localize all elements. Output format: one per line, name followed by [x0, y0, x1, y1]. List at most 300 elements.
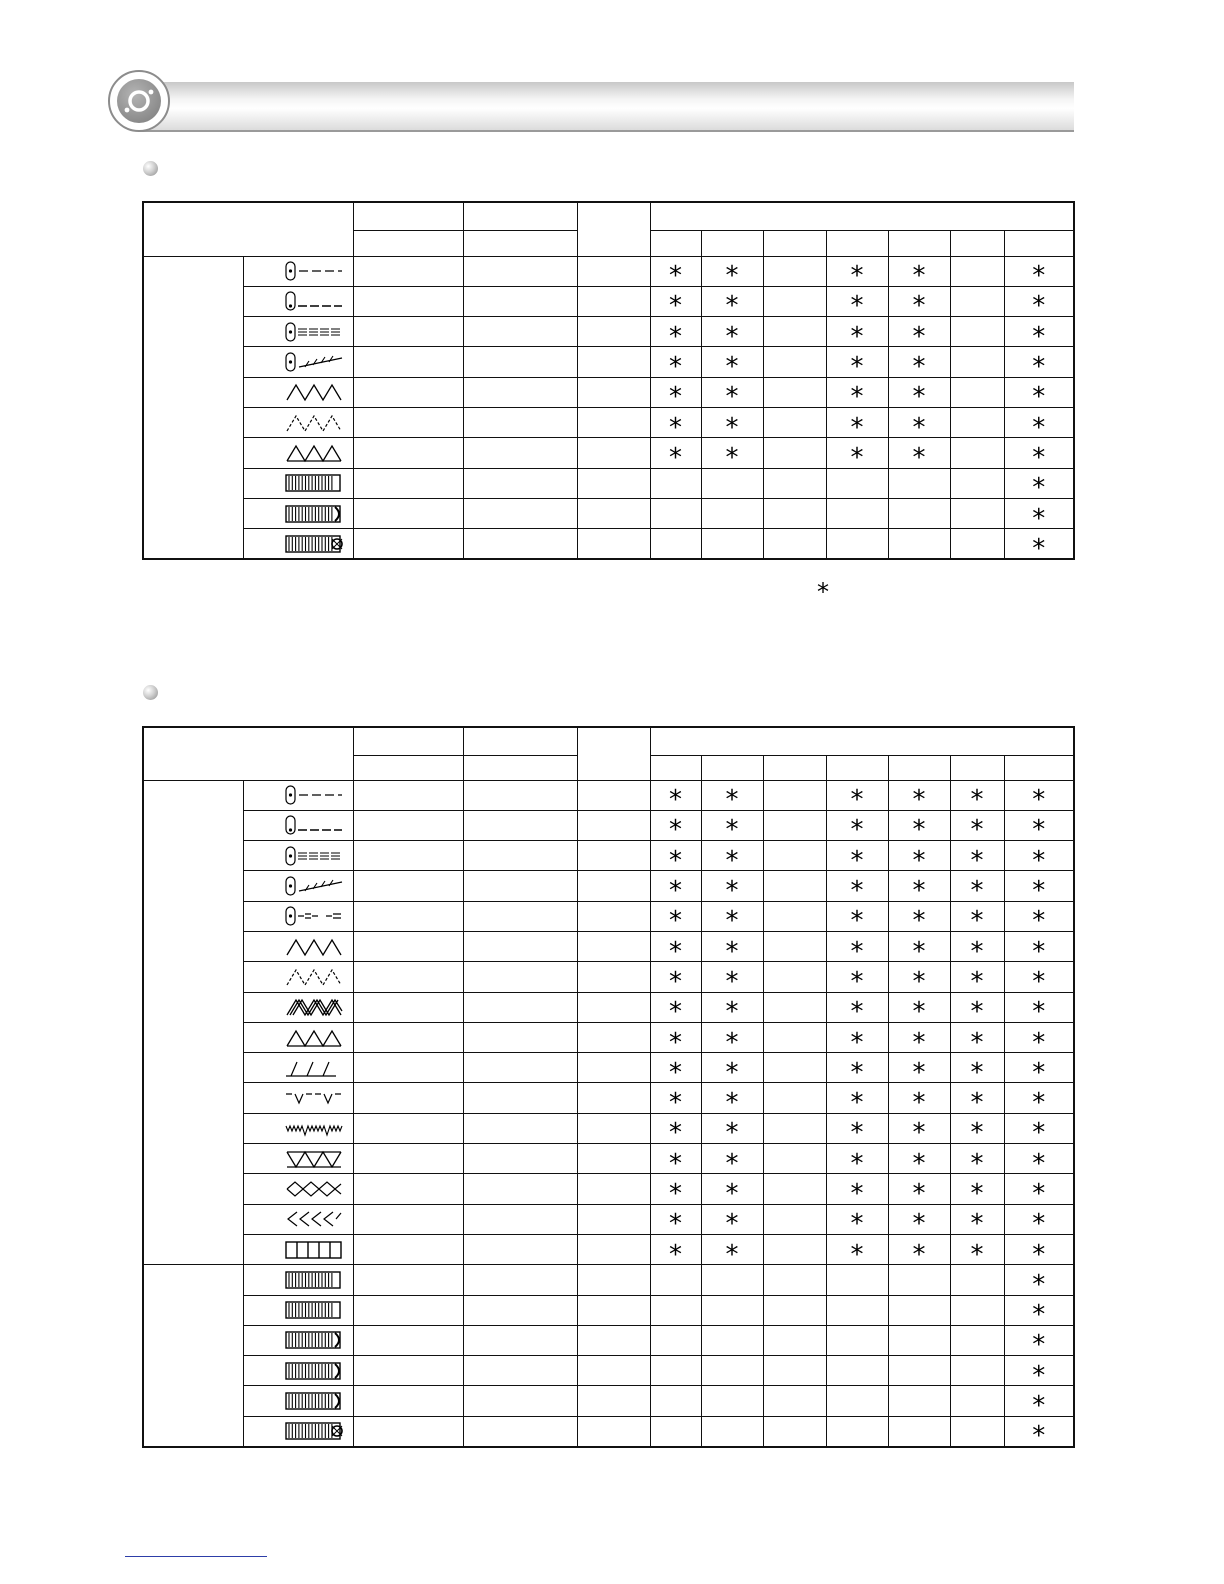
compatibility-cell	[888, 1204, 950, 1240]
table-row	[143, 1386, 1074, 1416]
stitch-table-1	[142, 201, 1075, 564]
compatibility-star: *	[912, 1027, 926, 1058]
compatibility-star: *	[669, 1148, 682, 1179]
compatibility-star: *	[1032, 1179, 1046, 1209]
compatibility-star: *	[912, 1179, 926, 1209]
header-cell	[577, 727, 650, 780]
compatibility-star: *	[970, 785, 984, 816]
compatibility-cell	[650, 1053, 701, 1088]
compatibility-cell	[826, 1416, 888, 1446]
value-cell	[463, 962, 577, 992]
compatibility-cell	[1004, 317, 1074, 352]
value-cell	[577, 1204, 650, 1234]
compatibility-star: *	[912, 906, 926, 937]
compatibility-cell	[826, 1386, 888, 1416]
compatibility-star: *	[725, 412, 739, 443]
compatibility-cell	[650, 1174, 701, 1209]
compatibility-star: *	[669, 966, 682, 997]
compatibility-star: *	[970, 1088, 984, 1119]
compatibility-cell	[1004, 871, 1074, 907]
compatibility-cell	[763, 1083, 826, 1113]
value-cell	[577, 1416, 650, 1446]
compatibility-cell	[888, 1113, 950, 1149]
cross-stitch-icon	[285, 1180, 343, 1196]
value-cell	[353, 962, 463, 992]
stitch-cell	[243, 1295, 353, 1325]
value-cell	[463, 1234, 577, 1264]
value-cell	[353, 1144, 463, 1174]
compatibility-cell	[826, 529, 888, 559]
stitch-cell	[243, 1386, 353, 1416]
value-cell	[577, 841, 650, 871]
compatibility-star: *	[912, 845, 926, 876]
compatibility-cell	[763, 962, 826, 992]
compatibility-cell	[888, 992, 950, 1028]
compatibility-star: *	[725, 1027, 739, 1058]
blind-hem-stitch-icon	[285, 1089, 343, 1105]
compatibility-star: *	[970, 876, 984, 907]
value-cell	[463, 901, 577, 931]
stitch-cell	[243, 1265, 353, 1295]
compatibility-star: *	[669, 412, 682, 443]
compatibility-cell	[650, 1144, 701, 1179]
table-row	[143, 962, 1074, 992]
compatibility-cell	[701, 1356, 763, 1386]
compatibility-star: *	[912, 321, 926, 352]
header-cell	[143, 727, 353, 780]
buttonhole-stretch-icon	[285, 1392, 343, 1408]
compatibility-cell	[826, 1174, 888, 1209]
compatibility-cell	[650, 1356, 701, 1386]
table-row	[143, 347, 1074, 377]
compatibility-cell	[888, 810, 950, 846]
compatibility-cell	[826, 347, 888, 383]
compatibility-star: *	[912, 412, 926, 443]
compatibility-cell	[1004, 286, 1074, 322]
compatibility-cell	[1004, 992, 1074, 1028]
stitch-cell	[243, 347, 353, 377]
value-cell	[463, 1113, 577, 1143]
compatibility-cell	[888, 377, 950, 413]
value-cell	[353, 529, 463, 559]
compatibility-star: *	[1032, 442, 1046, 473]
compatibility-cell	[1004, 901, 1074, 937]
table-row	[143, 1234, 1074, 1264]
compatibility-star: *	[912, 1088, 926, 1119]
compatibility-cell	[950, 962, 1004, 997]
value-cell	[463, 1053, 577, 1083]
compatibility-cell	[826, 286, 888, 322]
compatibility-cell	[701, 1204, 763, 1240]
stitch-cell	[243, 1325, 353, 1355]
value-cell	[463, 1022, 577, 1052]
value-cell	[577, 1022, 650, 1052]
header-cell	[143, 202, 353, 256]
compatibility-star: *	[725, 291, 739, 322]
compatibility-star: *	[1032, 1057, 1046, 1088]
compatibility-cell	[888, 1416, 950, 1446]
value-cell	[353, 256, 463, 286]
compatibility-cell	[826, 1113, 888, 1149]
header-cell	[353, 202, 463, 230]
stitch-cell	[243, 1083, 353, 1113]
compatibility-star: *	[669, 876, 682, 907]
value-cell	[577, 1386, 650, 1416]
stitch-cell	[243, 1144, 353, 1174]
compatibility-cell	[650, 1386, 701, 1416]
compatibility-star: *	[725, 815, 739, 846]
compatibility-cell	[826, 256, 888, 292]
zigzag-stitch-icon	[285, 937, 343, 953]
value-cell	[463, 1174, 577, 1204]
compatibility-cell	[888, 1174, 950, 1209]
value-cell	[353, 377, 463, 407]
value-cell	[353, 1113, 463, 1143]
compatibility-cell	[1004, 1083, 1074, 1119]
compatibility-star: *	[725, 442, 739, 473]
compatibility-cell	[763, 1386, 826, 1416]
compatibility-star: *	[850, 936, 864, 967]
compatibility-cell	[763, 871, 826, 901]
compatibility-star: *	[1032, 503, 1046, 534]
stem-stitch-icon	[285, 353, 343, 369]
value-cell	[577, 498, 650, 528]
sphere-bullet-icon	[143, 161, 158, 176]
compatibility-cell	[950, 1083, 1004, 1119]
compatibility-cell	[763, 256, 826, 286]
zigzag-stitch-icon	[285, 383, 343, 399]
compatibility-star: *	[850, 997, 864, 1028]
table-row	[143, 1053, 1074, 1083]
compatibility-cell	[888, 498, 950, 528]
compatibility-star: *	[970, 1027, 984, 1058]
header-cell	[763, 230, 826, 256]
compatibility-cell	[888, 1144, 950, 1179]
header-cell	[701, 755, 763, 780]
value-cell	[353, 1053, 463, 1083]
header-cell	[888, 755, 950, 780]
compatibility-star: *	[669, 845, 682, 876]
shell-tuck-stitch-icon	[285, 1119, 343, 1135]
compatibility-star: *	[970, 815, 984, 846]
value-cell	[577, 286, 650, 316]
compatibility-star: *	[725, 321, 739, 352]
value-cell	[577, 901, 650, 931]
stitch-cell	[243, 286, 353, 316]
compatibility-cell	[888, 286, 950, 322]
table-row	[143, 1113, 1074, 1143]
compatibility-cell	[701, 407, 763, 443]
value-cell	[577, 317, 650, 347]
compatibility-star: *	[1032, 1391, 1046, 1422]
compatibility-cell	[701, 377, 763, 413]
compatibility-cell	[950, 992, 1004, 1028]
compatibility-cell	[650, 1083, 701, 1119]
compatibility-star: *	[669, 352, 682, 383]
table-row	[143, 1204, 1074, 1234]
compatibility-cell	[701, 931, 763, 967]
compatibility-star: *	[669, 1057, 682, 1088]
table-row	[143, 1265, 1074, 1295]
compatibility-star: *	[850, 906, 864, 937]
compatibility-cell	[701, 1174, 763, 1209]
stitch-cell	[243, 1356, 353, 1386]
value-cell	[353, 1234, 463, 1264]
compatibility-cell	[763, 992, 826, 1022]
compatibility-star: *	[725, 1118, 739, 1149]
compatibility-cell	[826, 1356, 888, 1386]
compatibility-cell	[826, 1053, 888, 1088]
feather-stitch-icon	[285, 1210, 343, 1226]
table-row	[143, 901, 1074, 931]
compatibility-star: *	[912, 1057, 926, 1088]
compatibility-cell	[650, 901, 701, 937]
table-row	[143, 992, 1074, 1022]
compatibility-star: *	[850, 1057, 864, 1088]
straight-stitch-center-icon	[285, 262, 343, 278]
compatibility-cell	[950, 1204, 1004, 1240]
value-cell	[353, 438, 463, 468]
category-cell	[143, 256, 243, 559]
compatibility-star: *	[669, 382, 682, 413]
compatibility-star: *	[912, 936, 926, 967]
value-cell	[463, 871, 577, 901]
compatibility-cell	[650, 498, 701, 528]
compatibility-cell	[950, 377, 1004, 407]
compatibility-star: *	[1032, 997, 1046, 1028]
compatibility-cell	[826, 810, 888, 846]
table-row	[143, 377, 1074, 407]
compatibility-cell	[826, 407, 888, 443]
compatibility-cell	[1004, 841, 1074, 876]
compatibility-star: *	[912, 815, 926, 846]
table-row	[143, 871, 1074, 901]
compatibility-cell	[701, 962, 763, 997]
compatibility-cell	[1004, 780, 1074, 816]
header-cell	[888, 230, 950, 256]
compatibility-star: *	[850, 1027, 864, 1058]
compatibility-star: *	[970, 1209, 984, 1240]
compatibility-star: *	[1032, 291, 1046, 322]
value-cell	[577, 468, 650, 498]
header-cell	[353, 727, 463, 755]
stitch-cell	[243, 1174, 353, 1204]
compatibility-cell	[763, 780, 826, 810]
value-cell	[577, 1234, 650, 1264]
value-cell	[577, 1053, 650, 1083]
compatibility-cell	[950, 529, 1004, 559]
compatibility-star: *	[669, 997, 682, 1028]
compatibility-cell	[763, 1113, 826, 1143]
compatibility-cell	[888, 780, 950, 816]
stitch-table-2	[142, 726, 1075, 1452]
compatibility-cell	[950, 256, 1004, 286]
header-cell	[1004, 755, 1074, 780]
value-cell	[353, 810, 463, 840]
buttonhole-square-icon	[285, 474, 343, 490]
compatibility-star: *	[725, 382, 739, 413]
compatibility-cell	[950, 1295, 1004, 1325]
value-cell	[463, 931, 577, 961]
compatibility-cell	[888, 901, 950, 937]
table-row	[143, 1356, 1074, 1386]
compatibility-cell	[701, 286, 763, 322]
value-cell	[353, 286, 463, 316]
multi-zigzag-stitch-icon	[285, 413, 343, 429]
compatibility-cell	[763, 498, 826, 528]
slant-stitch-icon	[285, 1059, 343, 1075]
compatibility-cell	[1004, 377, 1074, 413]
compatibility-cell	[1004, 1113, 1074, 1149]
compatibility-cell	[950, 841, 1004, 876]
header-cell	[650, 230, 701, 256]
compatibility-cell	[650, 347, 701, 383]
stitch-cell	[243, 1204, 353, 1234]
compatibility-star: *	[850, 291, 864, 322]
compatibility-cell	[888, 1083, 950, 1119]
value-cell	[353, 1416, 463, 1446]
table-row	[143, 438, 1074, 468]
compatibility-cell	[763, 1234, 826, 1264]
footer-link-underline	[125, 1556, 267, 1557]
value-cell	[463, 407, 577, 437]
compatibility-cell	[763, 286, 826, 316]
table-row	[143, 1325, 1074, 1355]
value-cell	[577, 1295, 650, 1325]
compatibility-star: *	[850, 412, 864, 443]
value-cell	[353, 1386, 463, 1416]
compatibility-star: *	[1032, 785, 1046, 816]
value-cell	[463, 468, 577, 498]
compatibility-star: *	[912, 1239, 926, 1270]
compatibility-star: *	[725, 1179, 739, 1209]
compatibility-star: *	[669, 1118, 682, 1149]
compatibility-cell	[1004, 468, 1074, 504]
compatibility-cell	[1004, 962, 1074, 997]
category-cell	[143, 780, 243, 1265]
compatibility-star: *	[970, 1118, 984, 1149]
compatibility-cell	[650, 438, 701, 473]
compatibility-cell	[950, 498, 1004, 528]
compatibility-cell	[701, 992, 763, 1028]
header-cell	[463, 230, 577, 256]
compatibility-cell	[650, 1325, 701, 1355]
header-cell	[650, 202, 1074, 230]
compatibility-cell	[826, 931, 888, 967]
compatibility-star: *	[1032, 845, 1046, 876]
table-row	[143, 841, 1074, 871]
header-cell	[463, 202, 577, 230]
value-cell	[463, 1416, 577, 1446]
compatibility-cell	[763, 529, 826, 559]
multi-zigzag-stitch-icon	[285, 968, 343, 984]
compatibility-cell	[826, 438, 888, 473]
value-cell	[463, 438, 577, 468]
compatibility-star: *	[669, 1088, 682, 1119]
compatibility-star: *	[725, 966, 739, 997]
compatibility-cell	[950, 1416, 1004, 1446]
sphere-bullet-icon	[143, 685, 158, 700]
compatibility-star: *	[669, 1239, 682, 1270]
compatibility-cell	[888, 256, 950, 292]
stitch-cell	[243, 498, 353, 528]
stitch-cell	[243, 407, 353, 437]
value-cell	[577, 1265, 650, 1295]
compatibility-star: *	[725, 352, 739, 383]
overcast-stitch-icon	[285, 1028, 343, 1044]
value-cell	[577, 1325, 650, 1355]
compatibility-star: *	[1032, 815, 1046, 846]
compatibility-star: *	[1032, 936, 1046, 967]
compatibility-star: *	[912, 1148, 926, 1179]
value-cell	[353, 1083, 463, 1113]
compatibility-cell	[650, 407, 701, 443]
compatibility-cell	[763, 901, 826, 931]
compatibility-star: *	[725, 261, 739, 292]
straight-stitch-left-icon	[285, 292, 343, 308]
compatibility-cell	[826, 498, 888, 528]
compatibility-cell	[826, 1144, 888, 1179]
value-cell	[577, 347, 650, 377]
compatibility-cell	[950, 1174, 1004, 1209]
compatibility-star: *	[912, 966, 926, 997]
compatibility-cell	[650, 841, 701, 876]
compatibility-cell	[650, 810, 701, 846]
double-overlock-stitch-icon	[285, 1149, 343, 1165]
stitch-cell	[243, 1234, 353, 1264]
compatibility-star: *	[850, 785, 864, 816]
compatibility-cell	[888, 529, 950, 559]
compatibility-cell	[650, 1204, 701, 1240]
compatibility-star: *	[669, 815, 682, 846]
compatibility-cell	[763, 1295, 826, 1325]
compatibility-cell	[888, 317, 950, 352]
compatibility-cell	[701, 1144, 763, 1179]
compatibility-cell	[888, 962, 950, 997]
compatibility-star: *	[1032, 1300, 1046, 1331]
compatibility-star: *	[1032, 352, 1046, 383]
compatibility-star: *	[912, 1209, 926, 1240]
compatibility-cell	[888, 1325, 950, 1355]
compatibility-cell	[650, 992, 701, 1028]
category-cell	[143, 1265, 243, 1447]
compatibility-star: *	[850, 1148, 864, 1179]
buttonhole-round-open-icon	[285, 1361, 343, 1377]
header-cell	[763, 755, 826, 780]
value-cell	[463, 780, 577, 810]
compatibility-cell	[826, 1083, 888, 1119]
compatibility-cell	[950, 1053, 1004, 1088]
compatibility-star: *	[850, 1209, 864, 1240]
value-cell	[463, 1083, 577, 1113]
compatibility-cell	[950, 1144, 1004, 1179]
value-cell	[463, 810, 577, 840]
compatibility-star: *	[1032, 533, 1046, 564]
buttonhole-square-narrow-icon	[285, 1301, 343, 1317]
compatibility-cell	[826, 1325, 888, 1355]
compatibility-cell	[888, 871, 950, 907]
header-cell	[826, 230, 888, 256]
table-row	[143, 317, 1074, 347]
value-cell	[463, 317, 577, 347]
straight-stitch-left-icon	[285, 816, 343, 832]
compatibility-cell	[888, 841, 950, 876]
compatibility-star: *	[912, 442, 926, 473]
stitch-cell	[243, 1053, 353, 1083]
compatibility-cell	[950, 438, 1004, 468]
header-cell	[1004, 230, 1074, 256]
compatibility-star: *	[1032, 1269, 1046, 1300]
